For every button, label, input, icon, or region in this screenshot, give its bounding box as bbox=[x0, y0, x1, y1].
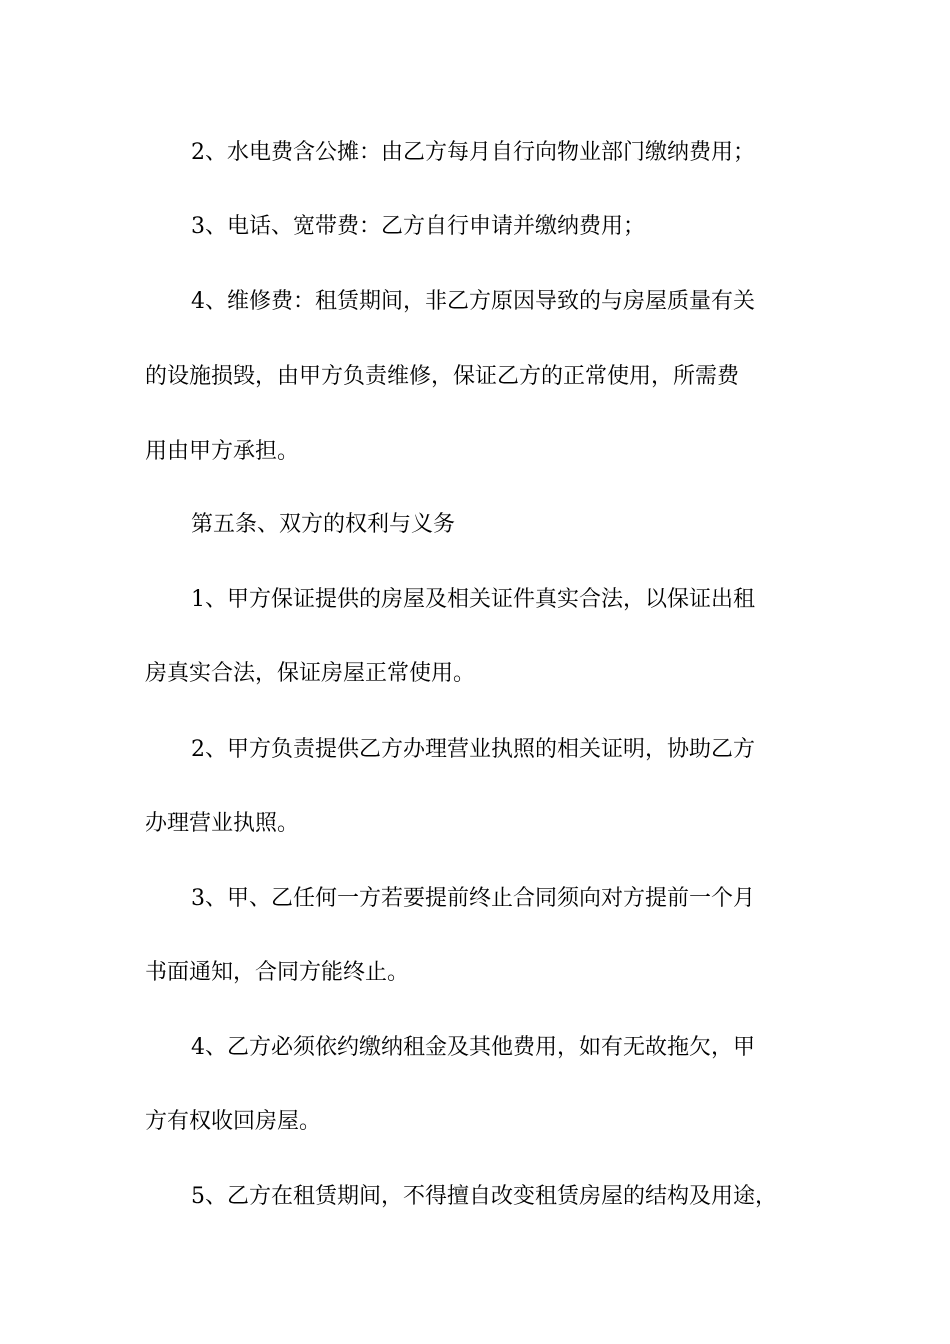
clause-line-rights-5: 5、乙方在租赁期间，不得擅自改变租赁房屋的结构及用途， bbox=[191, 1184, 777, 1209]
clause-line-rights-3-cont: 书面通知，合同方能终止。 bbox=[145, 960, 410, 985]
clause-line-rights-4-cont: 方有权收回房屋。 bbox=[145, 1109, 322, 1134]
clause-line-telephone: 3、电话、宽带费：乙方自行申请并缴纳费用； bbox=[191, 214, 645, 239]
clause-line-rights-3: 3、甲、乙任何一方若要提前终止合同须向对方提前一个月 bbox=[191, 886, 755, 911]
clause-line-utilities: 2、水电费含公摊：由乙方每月自行向物业部门缴纳费用； bbox=[191, 140, 755, 165]
clause-line-rights-4: 4、乙方必须依约缴纳租金及其他费用，如有无故拖欠，甲 bbox=[191, 1035, 755, 1060]
clause-line-rights-1-cont: 房真实合法，保证房屋正常使用。 bbox=[145, 661, 476, 686]
clause-line-maintenance: 4、维修费：租赁期间，非乙方原因导致的与房屋质量有关 bbox=[191, 289, 755, 314]
clause-line-maintenance-cont-1: 的设施损毁，由甲方负责维修，保证乙方的正常使用，所需费 bbox=[145, 364, 740, 389]
clause-line-rights-1: 1、甲方保证提供的房屋及相关证件真实合法，以保证出租 bbox=[191, 587, 755, 612]
section-heading-article-5: 第五条、双方的权利与义务 bbox=[191, 512, 456, 537]
clause-line-maintenance-cont-2: 用由甲方承担。 bbox=[145, 439, 300, 464]
clause-line-rights-2-cont: 办理营业执照。 bbox=[145, 811, 300, 836]
clause-line-rights-2: 2、甲方负责提供乙方办理营业执照的相关证明，协助乙方 bbox=[191, 737, 755, 762]
